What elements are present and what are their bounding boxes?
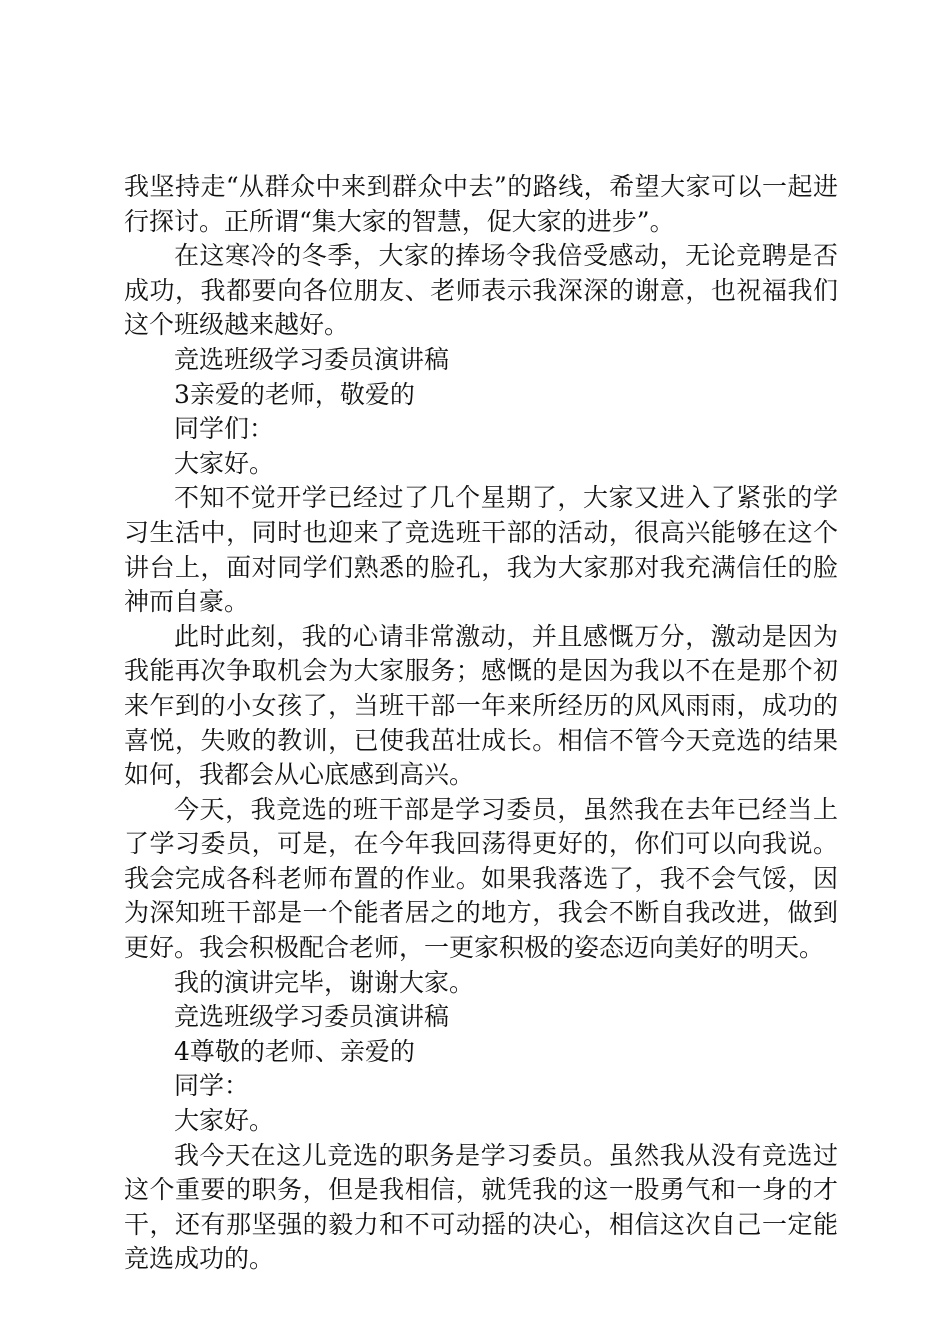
section-title: 竞选班级学习委员演讲稿 bbox=[174, 344, 450, 374]
paragraph: 今天，我竞选的班干部是学习委员，虽然我在去年已经当上了学习委员，可是，在今年我回荡得更好的，你们可以向我说。我会完成各科老师布置的作业。如果我落选了，我不会气馁，因为深知班干部是一个能者居之的地方，我会不断自我改进，做到更好。我会积极配合老师，一更家积极的姿态迈向美好的明天。 bbox=[124, 794, 838, 963]
greeting: 大家好。 bbox=[174, 1106, 275, 1136]
salutation: 同学： bbox=[174, 1071, 250, 1101]
greeting: 大家好。 bbox=[174, 448, 275, 478]
closing: 我的演讲完毕，谢谢大家。 bbox=[174, 967, 475, 997]
document-body bbox=[124, 170, 838, 1277]
paragraph: 不知不觉开学已经过了几个星期了，大家又进入了紧张的学习生活中，同时也迎来了竞选班干部的活动，很高兴能够在这个讲台上，面对同学们熟悉的脸孔，我为大家那对我充满信任的脸神而自豪。 bbox=[124, 483, 838, 617]
paragraph: 我坚持走“从群众中来到群众中去”的路线，希望大家可以一起进行探讨。正所谓“集大家的智慧，促大家的进步”。 bbox=[124, 172, 838, 236]
paragraph: 此时此刻，我的心请非常激动，并且感慨万分，激动是因为我能再次争取机会为大家服务；感慨的是因为我以不在是那个初来乍到的小女孩了，当班干部一年来所经历的风风雨雨，成功的喜悦，失败的教训，已使我茁壮成长。相信不管今天竞选的结果如何，我都会从心底感到高兴。 bbox=[124, 621, 838, 790]
paragraph: 在这寒冷的冬季，大家的捧场令我倍受感动，无论竞聘是否成功，我都要向各位朋友、老师表示我深深的谢意，也祝福我们这个班级越来越好。 bbox=[124, 241, 838, 340]
salutation: 同学们： bbox=[174, 414, 275, 444]
salutation: 3亲爱的老师，敬爱的 bbox=[174, 379, 415, 409]
section-title: 竞选班级学习委员演讲稿 bbox=[174, 1002, 450, 1032]
paragraph: 我今天在这儿竞选的职务是学习委员。虽然我从没有竞选过这个重要的职务，但是我相信，就凭我的这一股勇气和一身的才干，还有那坚强的毅力和不可动摇的决心，相信这次自己一定能竞选成功的。 bbox=[124, 1140, 838, 1274]
salutation: 4尊敬的老师、亲爱的 bbox=[174, 1036, 415, 1066]
